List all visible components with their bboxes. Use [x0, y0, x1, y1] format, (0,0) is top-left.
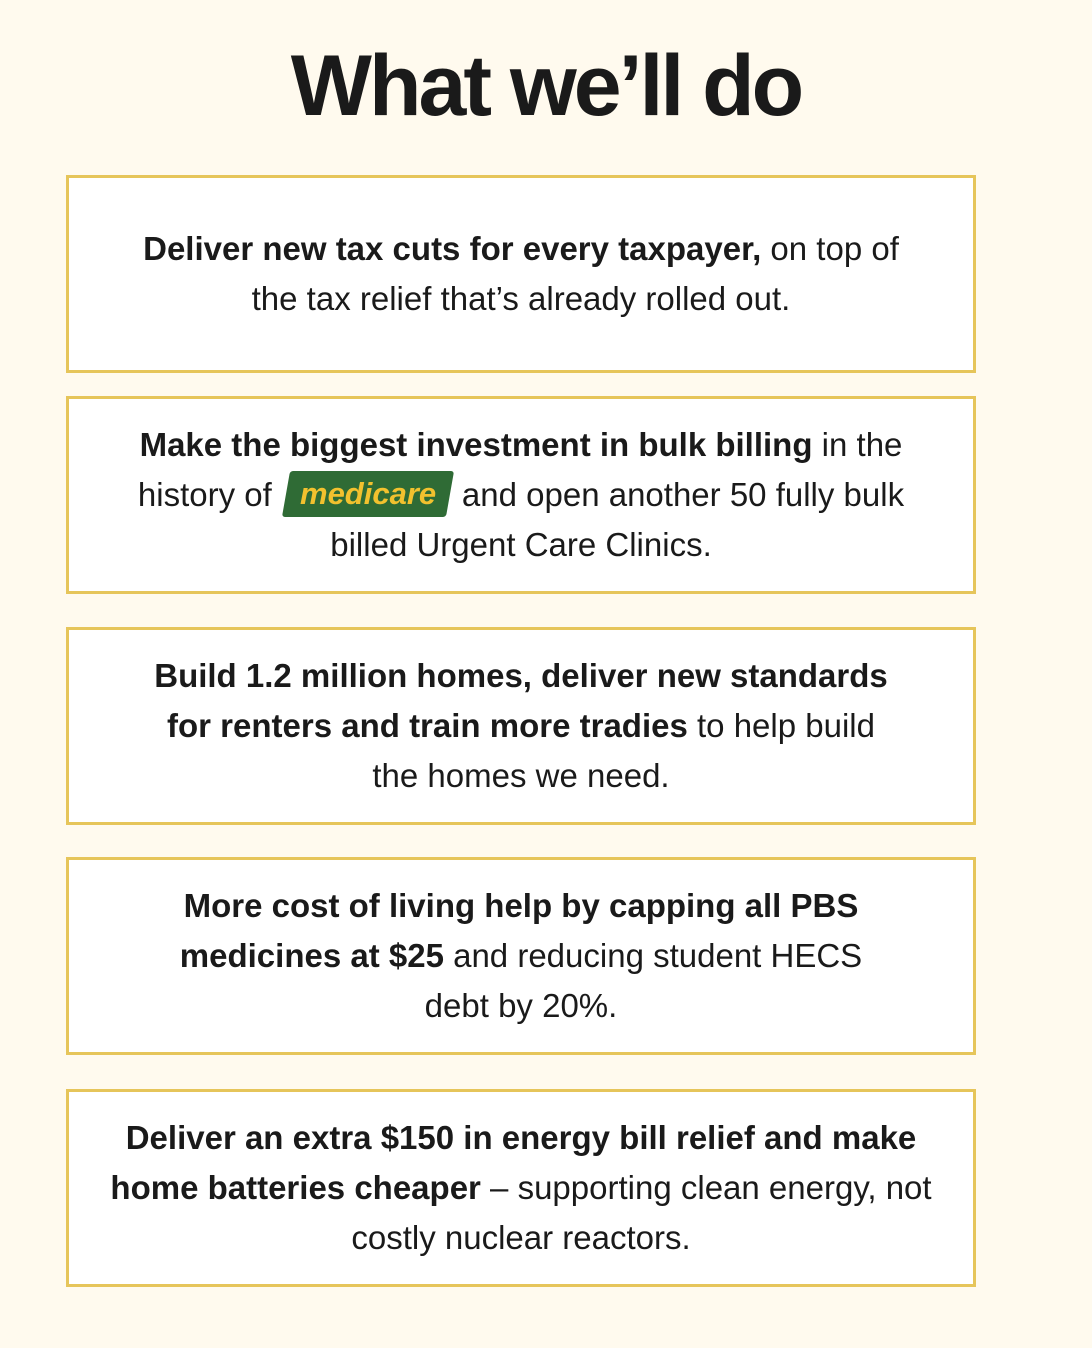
commitment-highlight: Build 1.2 million homes, deliver new standards for renters and train more tradies [154, 657, 888, 744]
commitment-card-tax-cuts [66, 175, 976, 373]
commitment-card-housing [66, 627, 976, 825]
commitment-text [69, 1113, 973, 1263]
commitment-card-bulk-billing [66, 396, 976, 594]
commitment-detail: and reducing student HECS debt by 20%. [424, 937, 863, 1024]
medicare-logo [282, 471, 454, 517]
commitment-text [81, 420, 961, 570]
commitment-detail-continued: and open another 50 fully bulk billed Urgent Care Clinics. [330, 476, 905, 563]
commitment-card-energy [66, 1089, 976, 1287]
commitment-detail: on top of the tax relief that’s already rolled out. [251, 230, 899, 317]
commitment-detail: to help build the homes we need. [372, 707, 875, 794]
commitment-highlight: More cost of living help by capping all PBS medicines at $25 [179, 887, 859, 974]
page-title: What we’ll do [290, 38, 802, 134]
commitment-detail: – supporting clean energy, not costly nuclear reactors. [351, 1169, 932, 1256]
commitment-highlight: Deliver new tax cuts for every taxpayer, [143, 230, 762, 267]
commitment-text [131, 881, 911, 1031]
medicare-logo-text: medicare [299, 476, 436, 512]
commitment-highlight: Deliver an extra $150 in energy bill relief and make home batteries cheaper [110, 1119, 917, 1206]
commitment-card-cost-of-living [66, 857, 976, 1055]
commitment-text [121, 651, 921, 801]
commitment-text [101, 224, 941, 324]
commitment-detail: in the history of [137, 426, 903, 513]
commitment-highlight: Make the biggest investment in bulk billing [139, 426, 813, 463]
